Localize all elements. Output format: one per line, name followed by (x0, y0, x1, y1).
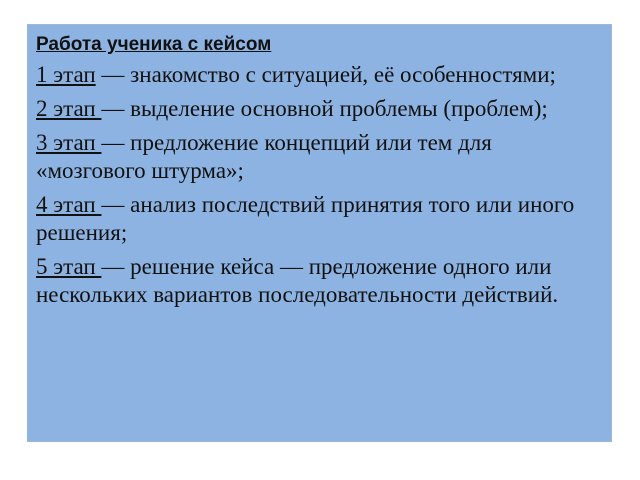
stage-item-5 (36, 253, 603, 309)
stage-text-3: — предложение концепций или тем для «мозгового штурма»; (36, 130, 492, 183)
stage-item-4 (36, 191, 603, 247)
stage-item-3 (36, 129, 603, 185)
content-card (27, 24, 612, 442)
stage-text-5: — решение кейса — предложение одного или нескольких вариантов последовательности действий. (36, 254, 559, 307)
stage-text-2: — выделение основной проблемы (проблем); (101, 96, 548, 121)
stage-label-4: 4 этап (36, 192, 102, 217)
stage-item-2 (36, 95, 603, 123)
stage-label-1: 1 этап (36, 62, 96, 87)
stage-label-2: 2 этап (36, 96, 102, 121)
stage-item-1 (36, 61, 603, 89)
stage-text-4: — анализ последствий принятия того или иного решения; (36, 192, 575, 245)
stage-text-1: — знакомство с ситуацией, её особенностями; (95, 62, 556, 87)
stage-label-3: 3 этап (36, 130, 102, 155)
stage-label-5: 5 этап (36, 254, 102, 279)
card-title: Работа ученика с кейсом (36, 34, 272, 55)
